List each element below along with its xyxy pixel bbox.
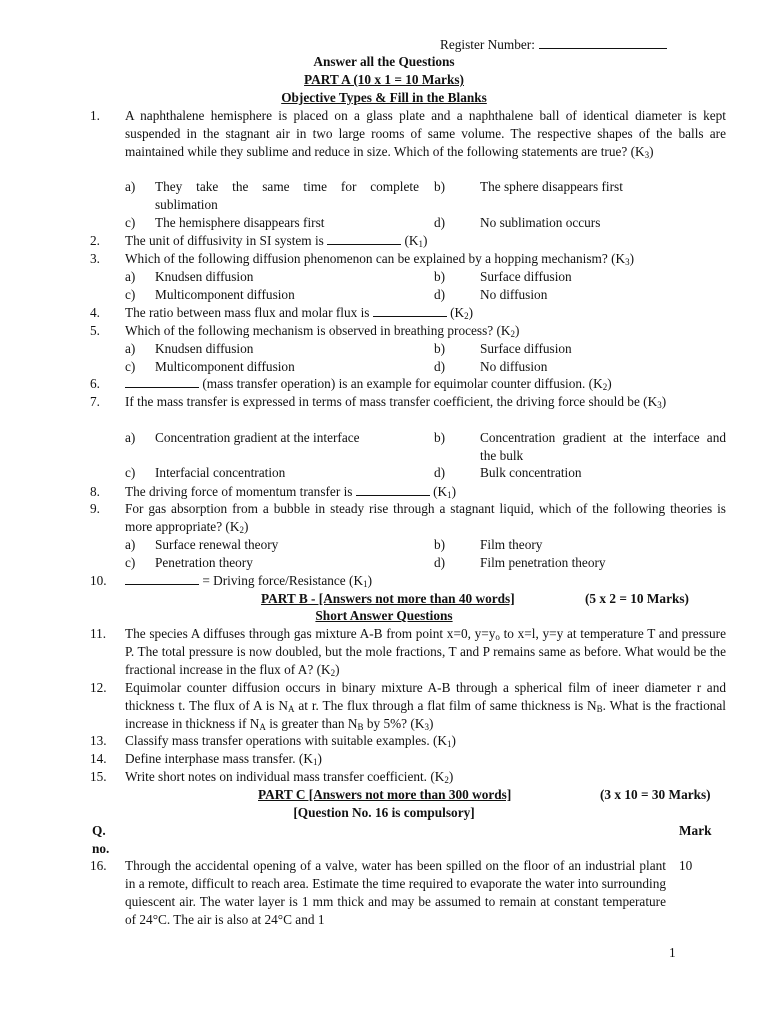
question-4: 4. The ratio between mass flux and molar flux is $(K_2)$ xyxy=(90,305,474,321)
register-label: Register Number: xyxy=(440,37,535,52)
question-14: 14. Define interphase mass transfer. $(K_1)$ xyxy=(90,751,322,767)
question-12: 12. Equimolar counter diffusion occurs in binary mixture A-B through a spherical film of ineer diameter r and thickness t. The flux of A is $N_A$ at r. The flux through a flat film of same thickness is $N_B$. What is the fractional increase in thickness if $N_A$ is greater than $N_B$ by 5%? $(K_3)$ xyxy=(90,680,726,732)
register-number xyxy=(440,35,667,54)
question-3: 3. Which of the following diffusion phenomenon can be explained by a hopping mechanism? $(K_3)$ xyxy=(90,251,635,267)
question-16-mark: 10 xyxy=(679,858,693,873)
question-10: 10. = Driving force/Resistance $(K_1)$ xyxy=(90,573,372,589)
question-7: 7. If the mass transfer is expressed in terms of mass transfer coefficient, the driving force should be $(K_3)$ xyxy=(90,394,667,410)
part-c-marks: (3 x 10 = 30 Marks) xyxy=(600,787,711,802)
part-c-heading: PART C [Answers not more than 300 words] xyxy=(258,787,512,802)
part-c-subheading: [Question No. 16 is compulsory] xyxy=(293,805,475,820)
question-8: 8. The driving force of momentum transfer is $(K_1)$ xyxy=(90,484,457,500)
question-6: 6. (mass transfer operation) is an example for equimolar counter diffusion. $(K_2)$ xyxy=(90,376,612,392)
part-b-heading: PART B - [Answers not more than 40 words] xyxy=(261,591,515,606)
part-b-subheading: Short Answer Questions xyxy=(315,608,453,623)
part-a-heading: PART A (10 x 1 = 10 Marks) xyxy=(304,72,464,87)
question-13: 13. Classify mass transfer operations with suitable examples. $(K_1)$ xyxy=(90,733,456,749)
part-b-marks: (5 x 2 = 10 Marks) xyxy=(585,591,689,606)
question-1: 1. A naphthalene hemisphere is placed on a glass plate and a naphthalene ball of identical diameter is kept suspended in the stagnant air in two large rooms of same volume. The respective shapes of the balls are maintained while they sublime and reduce in size. Which of the following statements are true? $(K_3)$ xyxy=(90,108,726,160)
part-a-subheading: Objective Types & Fill in the Blanks xyxy=(281,90,487,105)
question-11: 11. The species A diffuses through gas mixture A-B from point x=0, $y=y_o$ to x=l, y=y at temperature T and pressure P. The total pressure is now doubled, but the mole fractions, T and P remains same as before. What would be the fractional increase in the flux of A? $(K_2)$ xyxy=(90,626,726,678)
page-number: 1 xyxy=(669,945,676,960)
column-mark: Mark xyxy=(679,823,712,838)
instructions-heading: Answer all the Questions xyxy=(313,54,455,69)
question-2: 2. The unit of diffusivity in SI system is $(K_1)$ xyxy=(90,233,428,249)
question-15: 15. Write short notes on individual mass transfer coefficient. $(K_2)$ xyxy=(90,769,454,785)
column-q-no: Q. no. xyxy=(92,823,110,856)
register-blank xyxy=(539,35,667,49)
question-5: 5. Which of the following mechanism is observed in breathing process? $(K_2)$ xyxy=(90,323,520,339)
question-9: 9. For gas absorption from a bubble in steady rise through a stagnant liquid, which of the following theories is more appropriate? $(K_2)$ xyxy=(90,501,726,535)
question-16: 16. Through the accidental opening of a valve, water has been spilled on the floor of an industrial plant in a remote, difficult to reach area. Estimate the time required to evaporate the water into surrounding quiescent air. The water layer is 1 mm thick and may be assumed to remain at constant temperature of 24°C. The air is also at 24°C and 1 xyxy=(90,858,666,927)
